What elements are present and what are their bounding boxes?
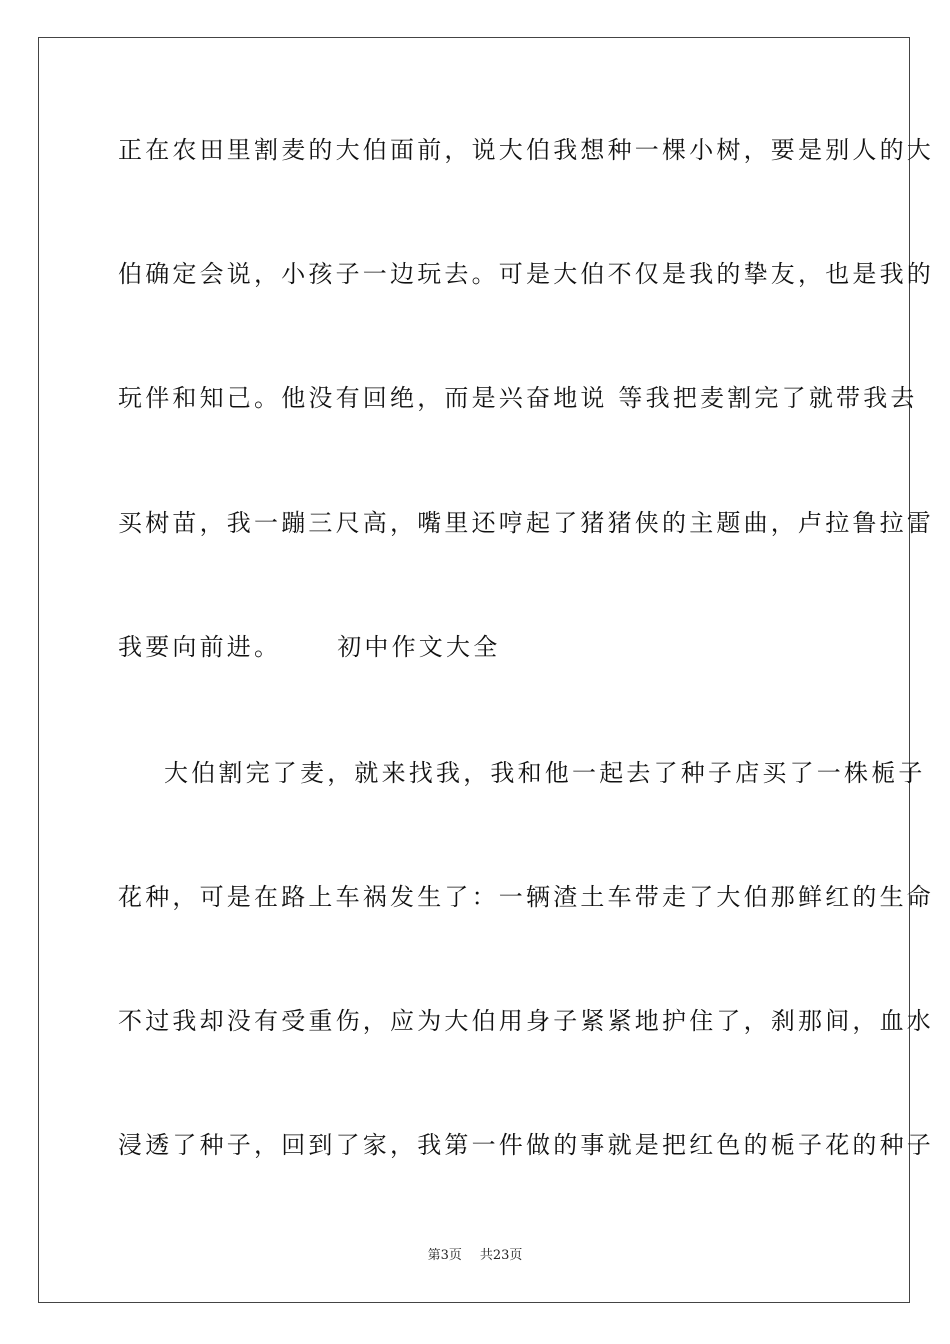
text-line: 伯确定会说，小孩子一边玩去。可是大伯不仅是我的挚友，也是我的 bbox=[118, 260, 934, 288]
text-line bbox=[118, 632, 834, 662]
page-frame bbox=[38, 37, 934, 1303]
text-line: 买树苗，我一蹦三尺高，嘴里还哼起了猪猪侠的主题曲，卢拉鲁拉雷 bbox=[118, 509, 934, 537]
page-total: 共23页 bbox=[479, 1248, 523, 1263]
text-line: 浸透了种子，回到了家，我第一件做的事就是把红色的栀子花的种子 bbox=[118, 1131, 934, 1159]
text-line: 正在农田里割麦的大伯面前，说大伯我想种一棵小树，要是别人的大 bbox=[118, 136, 934, 164]
paragraph-first-line: 大伯割完了麦，就来找我，我和他一起去了种子店买了一株栀子 bbox=[164, 759, 926, 787]
text-line: 花种，可是在路上车祸发生了：一辆渣土车带走了大伯那鲜红的生命 bbox=[118, 883, 934, 911]
text-line: 不过我却没有受重伤，应为大伯用身子紧紧地护住了，刹那间，血水 bbox=[118, 1007, 934, 1035]
page-footer bbox=[0, 1247, 950, 1265]
page-number: 第3页 bbox=[427, 1248, 462, 1263]
text-line-content: 我要向前进。 bbox=[118, 633, 282, 661]
category-label: 初中作文大全 bbox=[337, 633, 501, 661]
text-line: 玩伴和知己。他没有回绝，而是兴奋地说 等我把麦割完了就带我去 bbox=[118, 384, 918, 412]
